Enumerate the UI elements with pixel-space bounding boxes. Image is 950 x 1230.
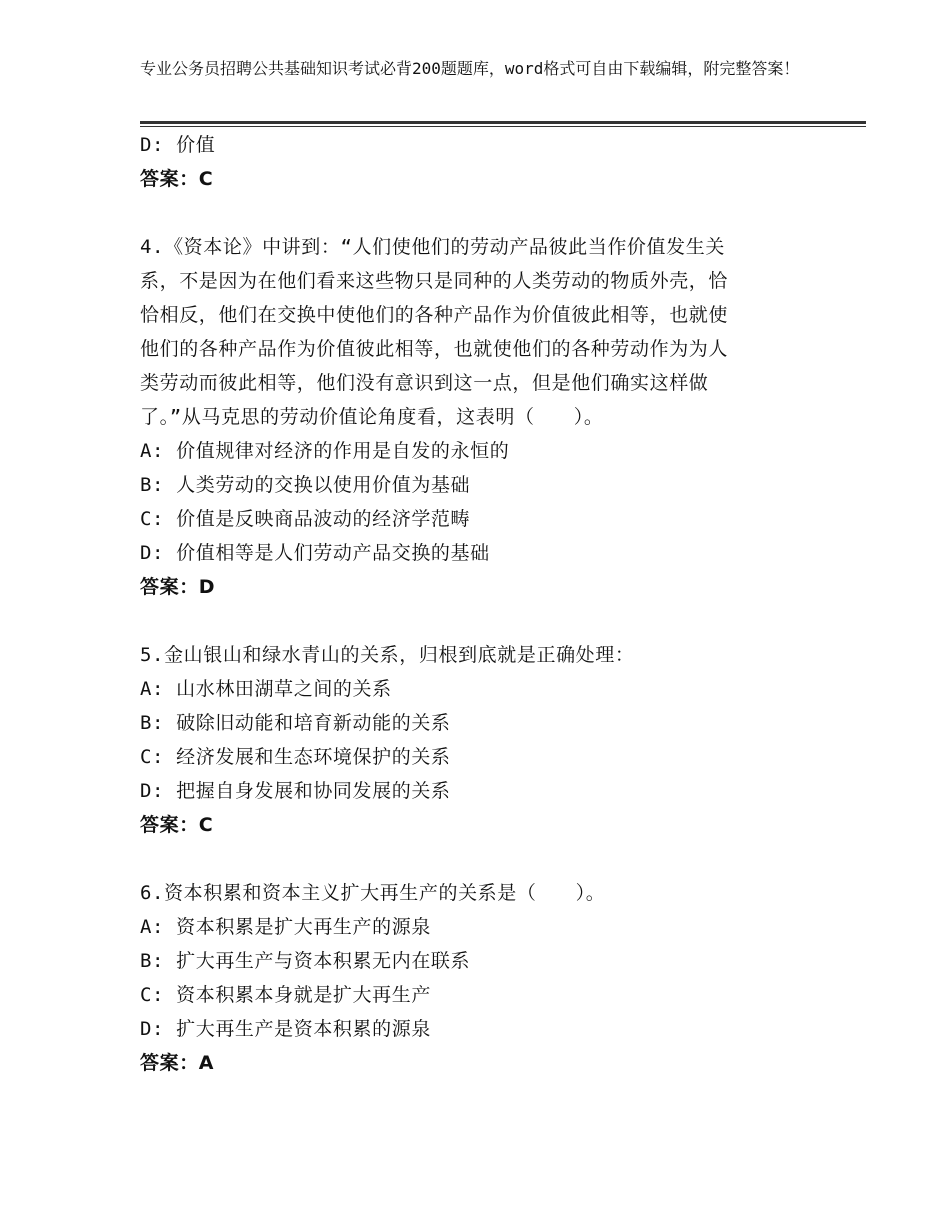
question-stem-line: 5.金山银山和绿水青山的关系，归根到底就是正确处理： [140, 644, 635, 666]
option-d: D: 把握自身发展和协同发展的关系 [140, 780, 451, 802]
question-5 [140, 638, 800, 842]
question-stem-line: 了。”从马克思的劳动价值论角度看，这表明（ ）。 [140, 406, 604, 428]
prev-option-d: D: 价值 [140, 134, 216, 156]
option-c: C: 经济发展和生态环境保护的关系 [140, 746, 451, 768]
question-content [140, 128, 800, 1080]
question-stem-line: 6.资本积累和资本主义扩大再生产的关系是（ ）。 [140, 882, 606, 904]
option-c: C: 价值是反映商品波动的经济学范畴 [140, 508, 471, 530]
prev-answer: 答案：C [140, 168, 214, 190]
option-b: B: 人类劳动的交换以使用价值为基础 [140, 474, 471, 496]
page-header: 专业公务员招聘公共基础知识考试必背200题题库，word格式可自由下载编辑，附完整答案！ [140, 59, 800, 78]
spacer [140, 196, 800, 230]
question-6 [140, 876, 800, 1080]
option-c: C: 资本积累本身就是扩大再生产 [140, 984, 431, 1006]
option-b: B: 破除旧动能和培育新动能的关系 [140, 712, 451, 734]
answer: 答案：D [140, 576, 216, 598]
answer: 答案：A [140, 1052, 215, 1074]
header-rule-thick [140, 121, 866, 124]
question-stem-line: 系，不是因为在他们看来这些物只是同种的人类劳动的物质外壳，恰 [140, 270, 729, 292]
question-stem-line: 他们的各种产品作为价值彼此相等，也就使他们的各种劳动作为为人 [140, 338, 729, 360]
option-a: A: 资本积累是扩大再生产的源泉 [140, 916, 431, 938]
answer: 答案：C [140, 814, 214, 836]
spacer [140, 604, 800, 638]
option-b: B: 扩大再生产与资本积累无内在联系 [140, 950, 471, 972]
spacer [140, 842, 800, 876]
question-stem-line: 类劳动而彼此相等，他们没有意识到这一点，但是他们确实这样做 [140, 372, 709, 394]
question-stem-line: 恰相反，他们在交换中使他们的各种产品作为价值彼此相等，也就使 [140, 304, 729, 326]
option-a: A: 价值规律对经济的作用是自发的永恒的 [140, 440, 510, 462]
option-d: D: 价值相等是人们劳动产品交换的基础 [140, 542, 490, 564]
option-d: D: 扩大再生产是资本积累的源泉 [140, 1018, 431, 1040]
option-a: A: 山水林田湖草之间的关系 [140, 678, 392, 700]
question-4 [140, 230, 800, 604]
question-stem-line: 4.《资本论》中讲到：“人们使他们的劳动产品彼此当作价值发生关 [140, 236, 725, 258]
header-rule-thin [140, 126, 866, 127]
